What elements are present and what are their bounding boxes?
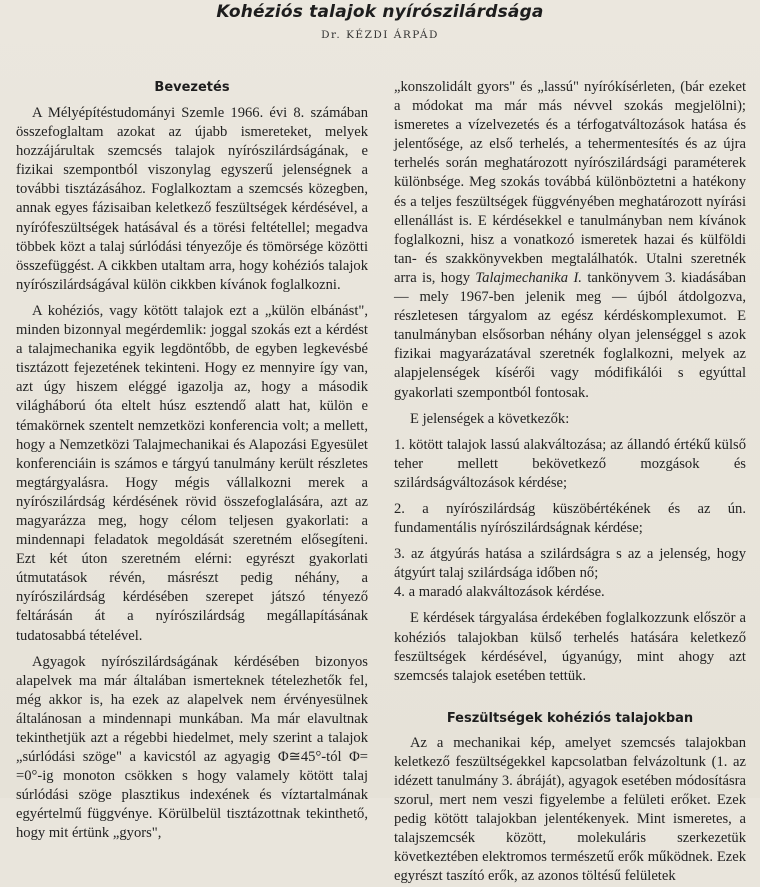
- paragraph: E kérdések tárgyalása érdekében foglalkozzunk először a kohéziós talajokban külső terhelés hatására keletkező feszültségek kérdésével, úgyanúgy, mint ahogy azt szemcsés talajok esetében tettük.: [394, 610, 746, 684]
- right-column: [394, 78, 746, 887]
- article-title: Kohéziós talajok nyírószilárdsága: [216, 2, 544, 22]
- list-item: 3. az átgyúrás hatása a szilárdságra s az a jelenség, hogy átgyúrt talaj szilárdsága időben nő;: [394, 546, 746, 582]
- list-item: 4. a maradó alakváltozások kérdése.: [394, 584, 605, 601]
- article-author: Dr. KÉZDI ÁRPÁD: [321, 29, 439, 41]
- list-item: 1. kötött talajok lassú alakváltozása; az állandó értékű külső teher mellett bekövetkező mozgások és szilárdságváltozások kérdése;: [394, 436, 746, 491]
- book-title: Talajmechanika I.: [475, 269, 582, 286]
- paragraph: Az a mechanikai kép, amelyet szemcsés talajokban keletkező feszültségekkel kapcsolatban felvázoltunk (1. az idézett tanulmány 3. ábráját), agyagok esetében módosításra szorul, mert nem veszi figyelembe a felületi erőket. Ezek pedig kötött talajokban jelentékenyek. Mint ismeretes, a talajszemcsék között, molekuláris szerkezetük következtében elektromos természetű erők működnek. Ezek egyrészt taszító erők, az azonos töltésű felületek: [394, 734, 746, 885]
- left-column: [16, 72, 368, 844]
- section-heading-stresses: Feszültségek kohéziós talajokban: [446, 710, 694, 726]
- list-item: 2. a nyírószilárdság küszöbértékének és az ún. fundamentális nyírószilárdságnak kérdése;: [394, 500, 746, 537]
- paragraph-text: „konszolidált gyors" és „lassú" nyírókísérleten, (bár ezeket a módokat ma már más névvel szokás megjelölni); ismeretes a vízelvezetés és a térfogatváltozások hatása és jelentősége, az első terhelés, a tehermentesítés és az újra terhelés során meghatározott nyírószilárdsági paraméterek különbsége. Meg szokás továbbá különböztetni a hatékony és a teljes feszültségek függvényében meghatározott nyírási ellenállást is. E kérdésekkel e tanulmányban nem kívánok foglalkozni, hisz a vonatkozó ismeretek hazai és külföldi tan- és szakkönyvekben megtalálhatók. Utalni szeretnék arra is, hogy: [394, 79, 746, 286]
- section-heading-introduction: Bevezetés: [154, 80, 230, 95]
- paragraph: A kohéziós, vagy kötött talajok ezt a „külön elbánást", minden bizonnyal megérdemlik: joggal szokás ezt a kérdést a talajmechanika egyik legdöntőbb, de egyben legkevésbé tisztázott fejezetének tekinteni. Hogy ez mennyire így van, azt úgy hiszem eléggé igazolja az, hogy a második világháború óta eltelt húsz esztendő alatt hat, külön e témakörnek szentelt nemzetközi konferencia volt; a mellett, hogy a Nemzetközi Talajmechanikai és Alapozási Egyesület konferenciáin is számos e tárgyú tanulmány került részletes megtárgyalásra. Hogy mégis vállalkozni merek a nyírószilárdság kérdésének rövid összefoglalására, azt az magyarázza meg, hogy célom teljesen gyakorlati: a mindennapi feladatok megoldását szeretném elősegíteni. Ezt két úton szeretném elérni: egyrészt gyakorlati útmutatások révén, másrészt pedig néhány, a nyírószilárdság kérdésében szerepet játszó tényező feltárásán át a nyírószilárdság megállapításának tudatosabbá tételével.: [16, 302, 368, 644]
- paragraph: Agyagok nyírószilárdságának kérdésében bizonyos alapelvek ma már általában ismerteknek tételezhetők fel, még akkor is, ha ezek az alapelvek nem érvényesülnek általánosan a mindennapi munkában. Ma már elavultnak tekinthetjük azt a régebbi hiedelmet, mely szerint a talajok „súrlódási szöge" a kavicstól az agyagig Φ≅45°-tól Φ= =0°-ig monoton csökken s hogy valamely kötött talaj súrlódási szöge plasztikus indexének és víztartalmának egyértelmű függvénye. Körülbelül tisztázottnak tekinthető, hogy mit értünk „gyors",: [16, 653, 368, 842]
- paragraph-text: tankönyvem 3. kiadásában — mely 1967-ben jelenik meg — újból átdolgozva, részletesen tárgyalom az egész kérdéskomplexumot. E tanulmányban elsősorban néhány olyan jelenséggel s azok fizikai magyarázatával szeretnék foglalkozni, melyek az alapjelenségek kísérői vagy módifikálói s egyúttal gyakorlati szempontból fontosak.: [394, 269, 746, 401]
- paragraph: A Mélyépítéstudományi Szemle 1966. évi 8. számában összefoglaltam azokat az újabb ismereteket, melyek hozzájárultak szemcsés talajok nyírószilárdságának, e fizikai szempontból viszonylag egyszerű jelenségnek a további tisztázásához. Foglalkoztam a szemcsés közegben, annak egyes fázisaiban keletkező feszültségek kérdésével, a nyírófeszültségek hatásával és a törési feltétellel; megadva többek közt a talaj súrlódási tényezője és tömörsége közötti összefüggést. A cikkben utaltam arra, hogy kohéziós talajok nyírószilárdságával külön cikkben kívánok foglalkozni.: [16, 105, 368, 293]
- paragraph: E jelenségek a következők:: [410, 410, 570, 427]
- paragraph: [394, 78, 746, 403]
